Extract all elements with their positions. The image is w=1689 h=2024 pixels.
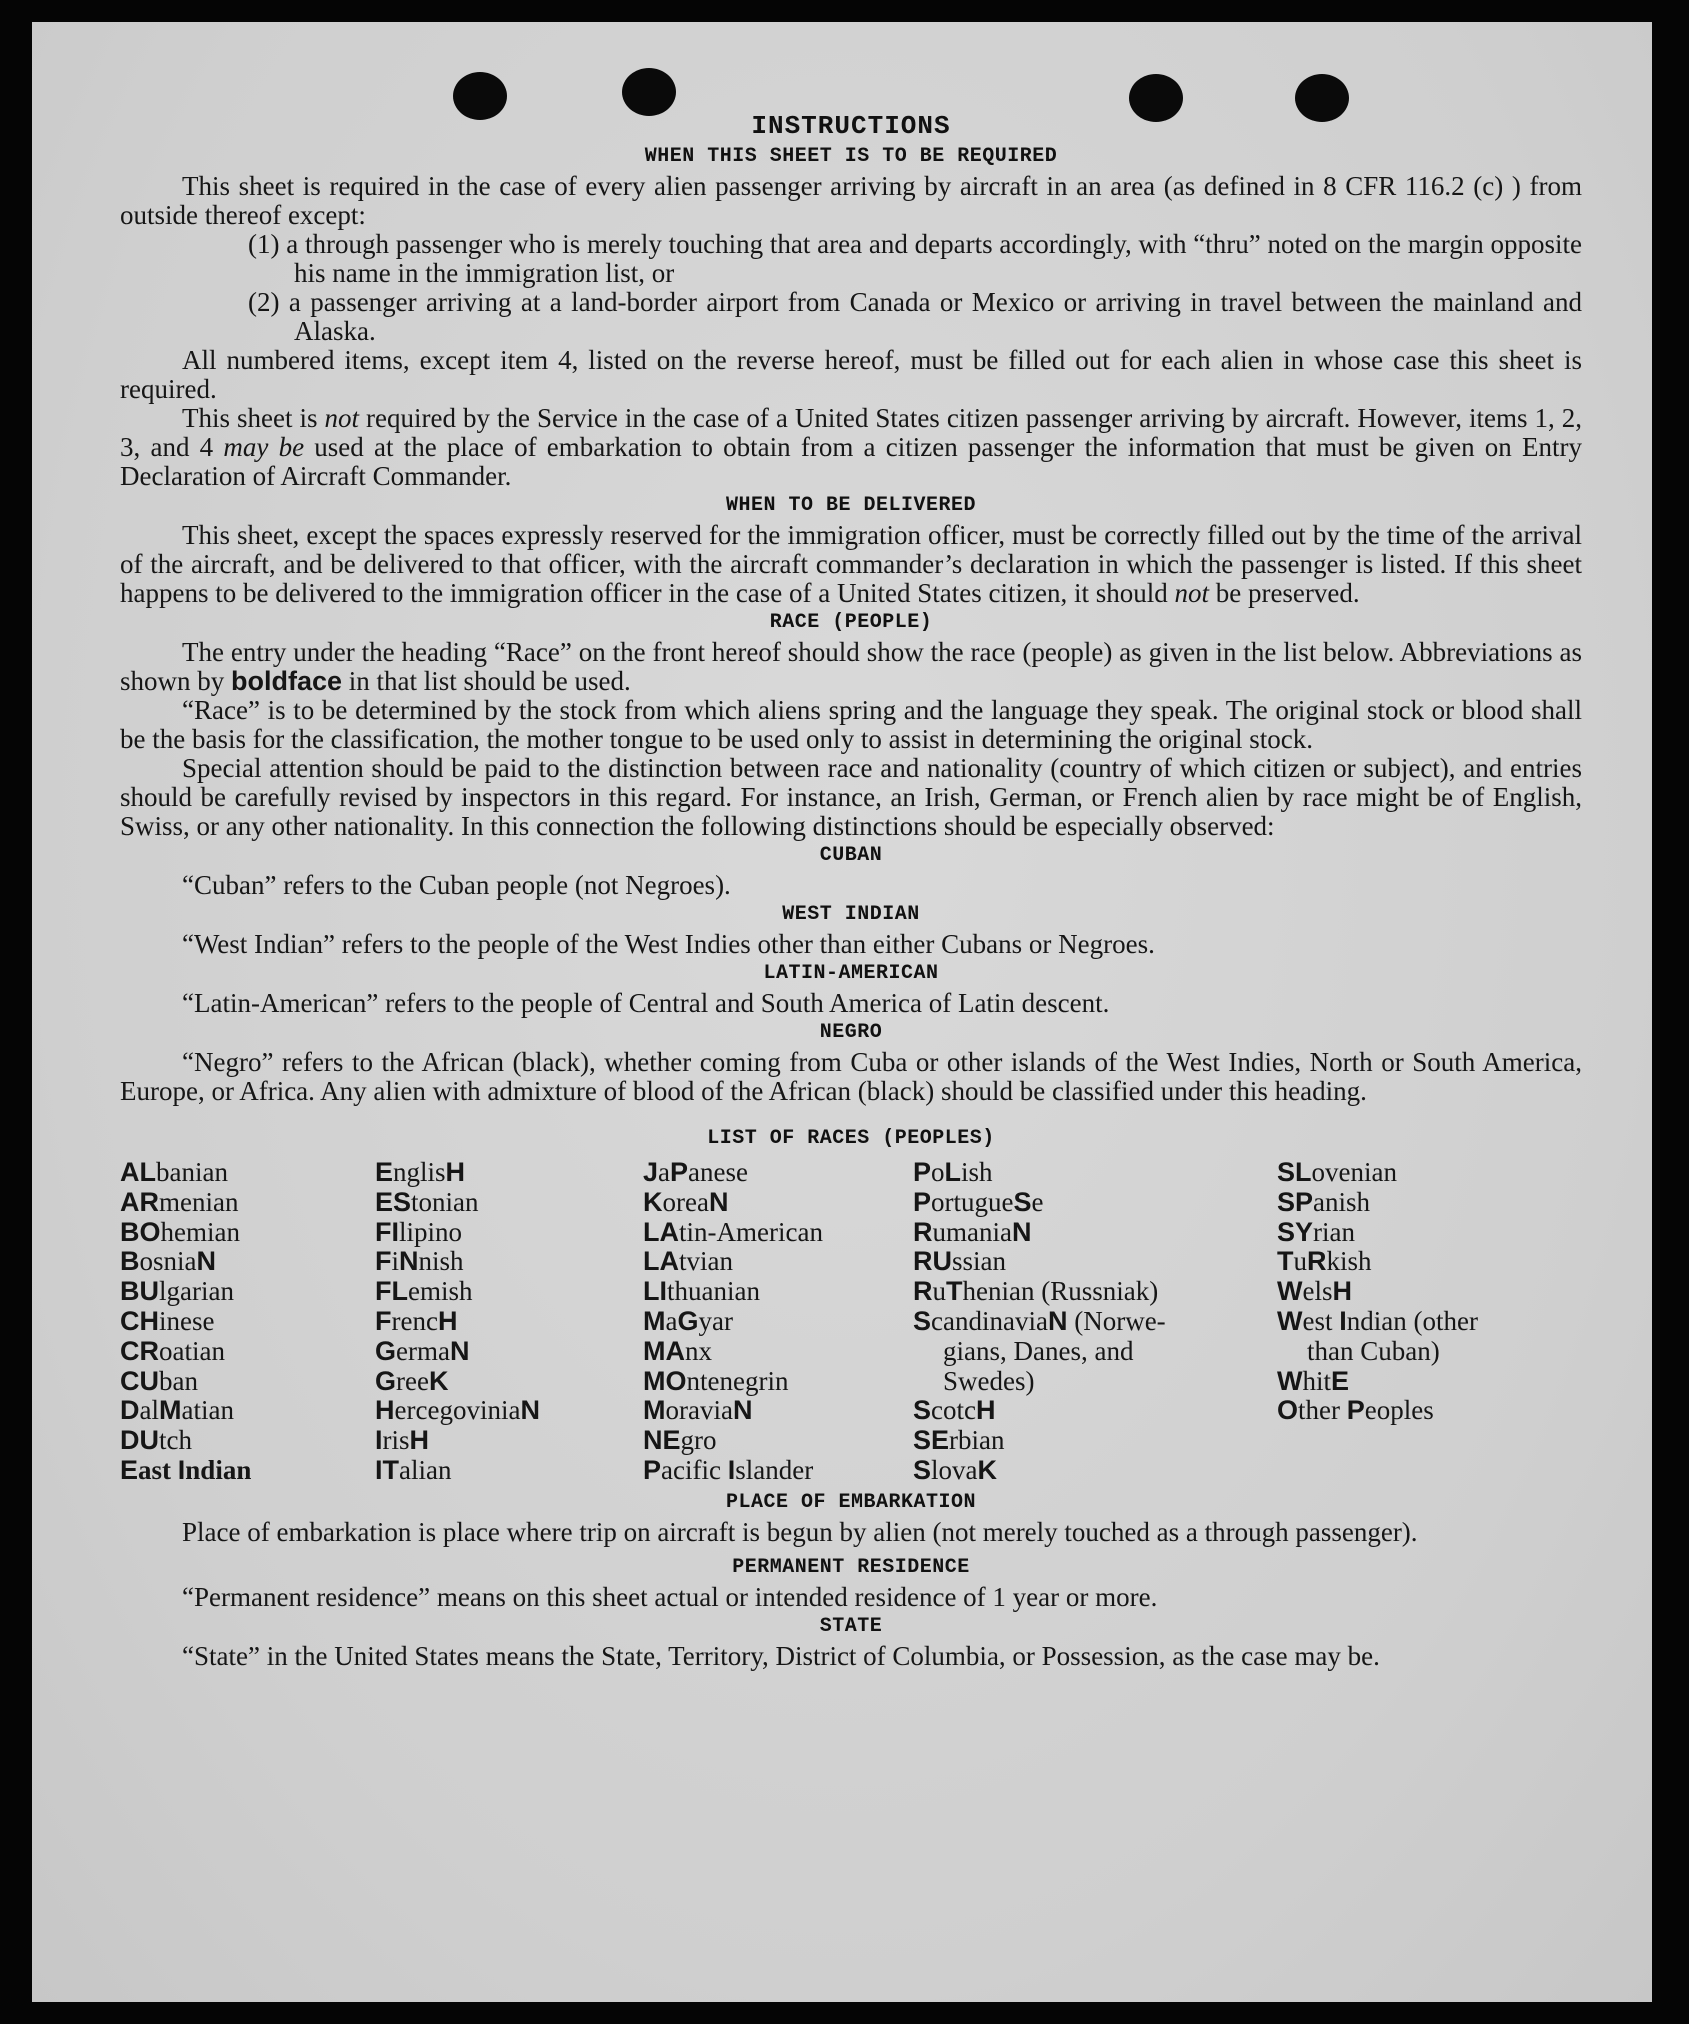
page-title: INSTRUCTIONS [751,111,951,141]
heading-race: RACE (PEOPLE) [769,611,933,634]
races-column [643,1158,913,1486]
race-entry: RumaniaN [913,1216,1032,1247]
race-entry: FiNnish [375,1246,464,1277]
race-entry: JaPanese [643,1157,748,1187]
paragraph: “Latin-American” refers to the people of Central and South America of Latin descent. [182,988,1110,1018]
race-entry: East Indian [120,1454,252,1485]
race-entry: EStonian [375,1186,479,1217]
race-entry: ScandinaviaN (Norwe- [913,1305,1166,1336]
race-entry: MOntenegrin [643,1365,789,1396]
races-list [120,1158,1582,1486]
paragraph: Special attention should be paid to the distinction between race and nationality (country of which citizen or subject), and entries should be carefully revised by inspectors in this regard. For instance, an Irish, German, or French alien by race might be of English, Swiss, or any other nationality. In this connection the following distinctions should be especially observed: [120,753,1582,841]
paragraph: Place of embarkation is place where trip on aircraft is begun by alien (not merely touched as a through passenger). [182,1516,1418,1547]
race-entry: CUban [120,1365,198,1396]
race-entry: GermaN [375,1335,470,1366]
race-entry: FrencH [375,1305,458,1336]
paragraph: The entry under the heading “Race” on the front hereof should show the race (people) as given in the list below. Abbreviations as shown by boldface in that list should be used. [120,637,1582,696]
race-entry: KoreaN [643,1186,729,1217]
paragraph: “West Indian” refers to the people of the West Indies other than either Cubans or Negroes. [182,929,1155,959]
race-entry: PortugueSe [913,1186,1044,1217]
race-entry: SlovaK [913,1454,998,1485]
race-entry: FIlipino [375,1216,463,1247]
document-sheet [32,22,1652,2002]
paragraph: “Negro” refers to the African (black), whether coming from Cuba or other islands of the West Indies, North or South America, Europe, or Africa. Any alien with admixture of blood of the African (black) should be classified under this heading. [120,1047,1582,1106]
paragraph: This sheet is required in the case of every alien passenger arriving by aircraft in an area (as defined in 8 CFR 116.2 (c) ) from outside thereof except: [120,171,1582,230]
punch-hole [622,68,676,116]
race-entry: FLemish [375,1276,473,1307]
paragraph: All numbered items, except item 4, listed on the reverse hereof, must be filled out for each alien in whose case this sheet is required. [120,345,1582,404]
races-column [913,1158,1277,1486]
race-entry: CRoatian [120,1335,225,1366]
heading-when-required: WHEN THIS SHEET IS TO BE REQUIRED [644,145,1058,168]
race-entry: SYrian [1277,1216,1356,1247]
race-entry: WhitE [1277,1365,1350,1396]
race-entry: LAtin-American [643,1216,823,1247]
race-entry: MoraviaN [643,1395,753,1426]
footer-sections [120,1488,1582,1671]
race-entry: ITalian [375,1454,452,1485]
race-entry: ARmenian [120,1186,239,1217]
paragraph: “Permanent residence” means on this sheet actual or intended residence of 1 year or more. [182,1581,1158,1612]
race-entry: ScotcH [913,1395,996,1426]
heading-cuban: CUBAN [819,844,883,867]
race-entry: IrisH [375,1425,430,1456]
race-entry: DUtch [120,1425,192,1456]
race-entry: Other Peoples [1277,1395,1434,1426]
race-entry: SPanish [1277,1186,1371,1217]
race-entry: BosniaN [120,1246,216,1277]
list-item: (1) a through passenger who is merely touching that area and departs accordingly, with “thru” noted on the margin opposite his name in the immigration list, or [248,229,1582,288]
race-entry: MaGyar [643,1305,733,1336]
heading-west-indian: WEST INDIAN [782,903,920,926]
paragraph: “Race” is to be determined by the stock from which aliens spring and the language they speak. The original stock or blood shall be the basis for the classification, the mother tongue to be used only to assist in determining the original stock. [120,695,1582,754]
race-entry: LAtvian [643,1246,733,1277]
instructions-content [120,110,1582,1671]
races-column [375,1158,643,1486]
heading-state: STATE [819,1614,883,1638]
race-entry: NEgro [643,1425,717,1456]
heading-latin-american: LATIN-AMERICAN [763,962,939,985]
race-entry: gians, Danes, and [943,1335,1134,1366]
race-entry: EnglisH [375,1157,466,1187]
paragraph: “Cuban” refers to the Cuban people (not Negroes). [182,870,731,900]
race-entry: ALbanian [120,1157,228,1187]
race-entry: MAnx [643,1335,712,1366]
race-entry: Swedes) [943,1365,1035,1396]
race-entry: SErbian [913,1425,1005,1456]
races-column [120,1158,375,1486]
race-entry: CHinese [120,1305,215,1336]
race-entry: HercegoviniaN [375,1395,540,1426]
race-entry: West Indian (other [1277,1305,1478,1336]
race-entry: DalMatian [120,1395,234,1426]
heading-when-delivered: WHEN TO BE DELIVERED [725,494,977,517]
heading-list-of-races: LIST OF RACES (PEOPLES) [707,1127,995,1150]
race-entry: WelsH [1277,1276,1352,1307]
race-entry: than Cuban) [1307,1335,1440,1366]
race-entry: PoLish [913,1157,993,1187]
heading-negro: NEGRO [819,1021,883,1044]
race-entry: BUlgarian [120,1276,234,1307]
race-entry: Pacific Islander [643,1454,814,1485]
heading-residence: PERMANENT RESIDENCE [732,1555,970,1579]
paragraph: “State” in the United States means the State, Territory, District of Columbia, or Possession, as the case may be. [182,1640,1380,1671]
race-entry: RUssian [913,1246,1006,1277]
race-entry: BOhemian [120,1216,240,1247]
race-entry: RuThenian (Russniak) [913,1276,1159,1307]
race-entry: GreeK [375,1365,449,1396]
paragraph: This sheet is not required by the Service in the case of a United States citizen passenger arriving by aircraft. However, items 1, 2, 3, and 4 may be used at the place of embarkation to obtain from a citizen passenger the information that must be given on Entry Declaration of Aircraft Commander. [120,403,1583,491]
race-entry: TuRkish [1277,1246,1372,1277]
race-entry: SLovenian [1277,1157,1397,1187]
heading-embarkation: PLACE OF EMBARKATION [725,1490,977,1514]
races-column [1277,1158,1567,1486]
race-entry: LIthuanian [643,1276,760,1307]
paragraph: This sheet, except the spaces expressly reserved for the immigration officer, must be correctly filled out by the time of the arrival of the aircraft, and be delivered to that officer, with the aircraft commander’s declaration in which the passenger is listed. If this sheet happens to be delivered to the immigration officer in the case of a United States citizen, it should not be preserved. [120,520,1582,608]
list-item: (2) a passenger arriving at a land-border airport from Canada or Mexico or arriving in travel between the mainland and Alaska. [248,287,1582,346]
